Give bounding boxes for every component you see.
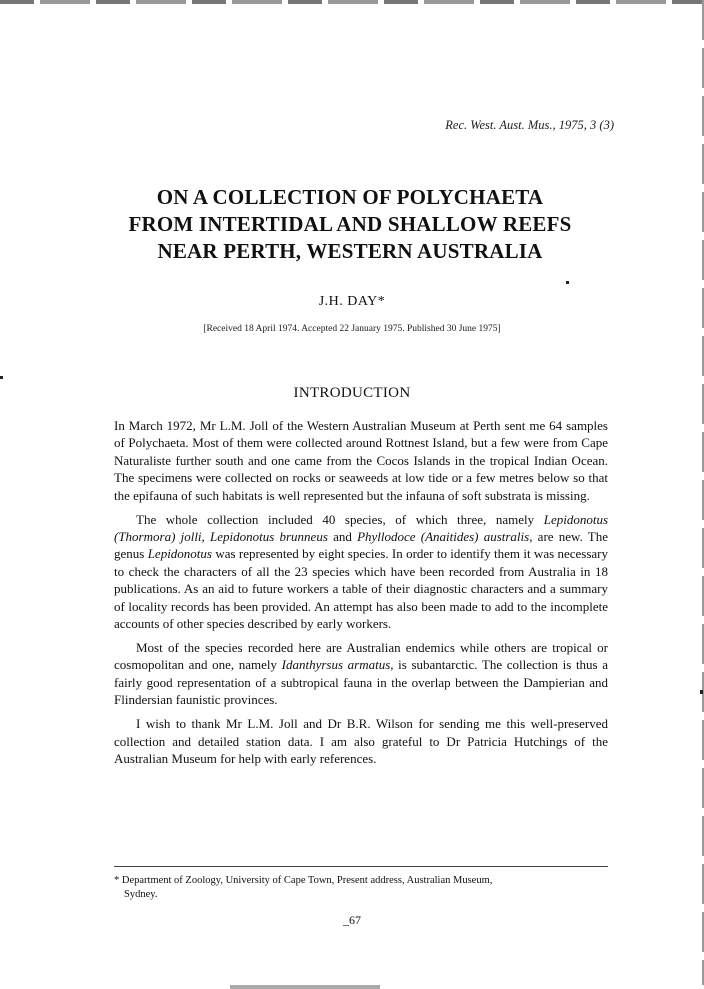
scan-edge-bottom: [0, 985, 704, 989]
species-name: Idanthyrsus armatus,: [281, 657, 394, 673]
species-name: Lepidonotus brunneus: [210, 529, 328, 545]
footnote: [114, 874, 608, 902]
footnote-line: Sydney.: [124, 889, 158, 900]
paper-title: [60, 184, 640, 265]
journal-citation: Rec. West. Aust. Mus., 1975, 3 (3): [445, 118, 614, 132]
text-run: The whole collection included 40 species, of which three, namely: [136, 511, 535, 527]
scan-speck: [700, 690, 703, 694]
text-run: was represented by eight species. In order to identify them it was necessary to check the characters of all the 23 species which have been recorded from Australia in 18 publications. As an aid to future workers a table of their diagnostic characters and a summary of locality records has been provided. An attempt has also been made to add to the incomplete accounts of other species described by early workers.: [114, 546, 609, 632]
paragraph-4: I wish to thank Mr L.M. Joll and Dr B.R. Wilson for sending me this well-preserved collection and detailed station data. I am also grateful to Dr Patricia Hutchings of the Australian Museum for help with early references.: [114, 716, 608, 767]
paragraph-1: In March 1972, Mr L.M. Joll of the Western Australian Museum at Perth sent me 64 samples of Polychaeta. Most of them were collected around Rottnest Island, but a few were from Cape Naturaliste further south and one came from the Cocos Islands in the tropical Indian Ocean. The specimens were collected on rocks or seaweeds at low tide or a few metres below so that the epifauna of such habitats is well represented but the infauna of soft substrata is missing.: [114, 418, 608, 503]
species-name: Phyllodoce (Anaitides) australis,: [357, 529, 533, 545]
scan-speck: [0, 376, 3, 379]
title-line: FROM INTERTIDAL AND SHALLOW REEFS: [128, 212, 572, 236]
publication-dates: [Received 18 April 1974. Accepted 22 January 1975. Published 30 June 1975]: [203, 324, 501, 334]
page-number: _67: [343, 913, 361, 927]
footnote-rule: [114, 866, 608, 867]
text-run: are new. The genus: [114, 529, 608, 562]
text-run: Most of the species recorded here are Australian endemics while others are tropical or cosmopolitan and one, namely: [114, 640, 608, 673]
footnote-line: * Department of Zoology, University of Cape Town, Present address, Australian Museum,: [114, 875, 493, 886]
title-line: ON A COLLECTION OF POLYCHAETA: [156, 185, 544, 209]
section-heading: INTRODUCTION: [293, 385, 411, 401]
paragraph-3: [114, 639, 608, 709]
title-line: NEAR PERTH, WESTERN AUSTRALIA: [157, 239, 543, 263]
species-name: Lepidonotus (Thormora) jolli,: [114, 511, 609, 545]
text-run: is subantarctic. The collection is thus a fairly good representation of a subtropical fauna in the overlap between the Dampierian and Flindersian faunistic provinces.: [114, 657, 609, 708]
species-name: Lepidonotus: [147, 546, 212, 562]
scan-speck: [566, 281, 569, 284]
text-run: and: [333, 529, 352, 545]
scan-edge-top: [0, 0, 704, 4]
author-name: J.H. DAY*: [318, 294, 386, 309]
paragraph-2: [114, 511, 608, 633]
body-text: [114, 417, 608, 774]
